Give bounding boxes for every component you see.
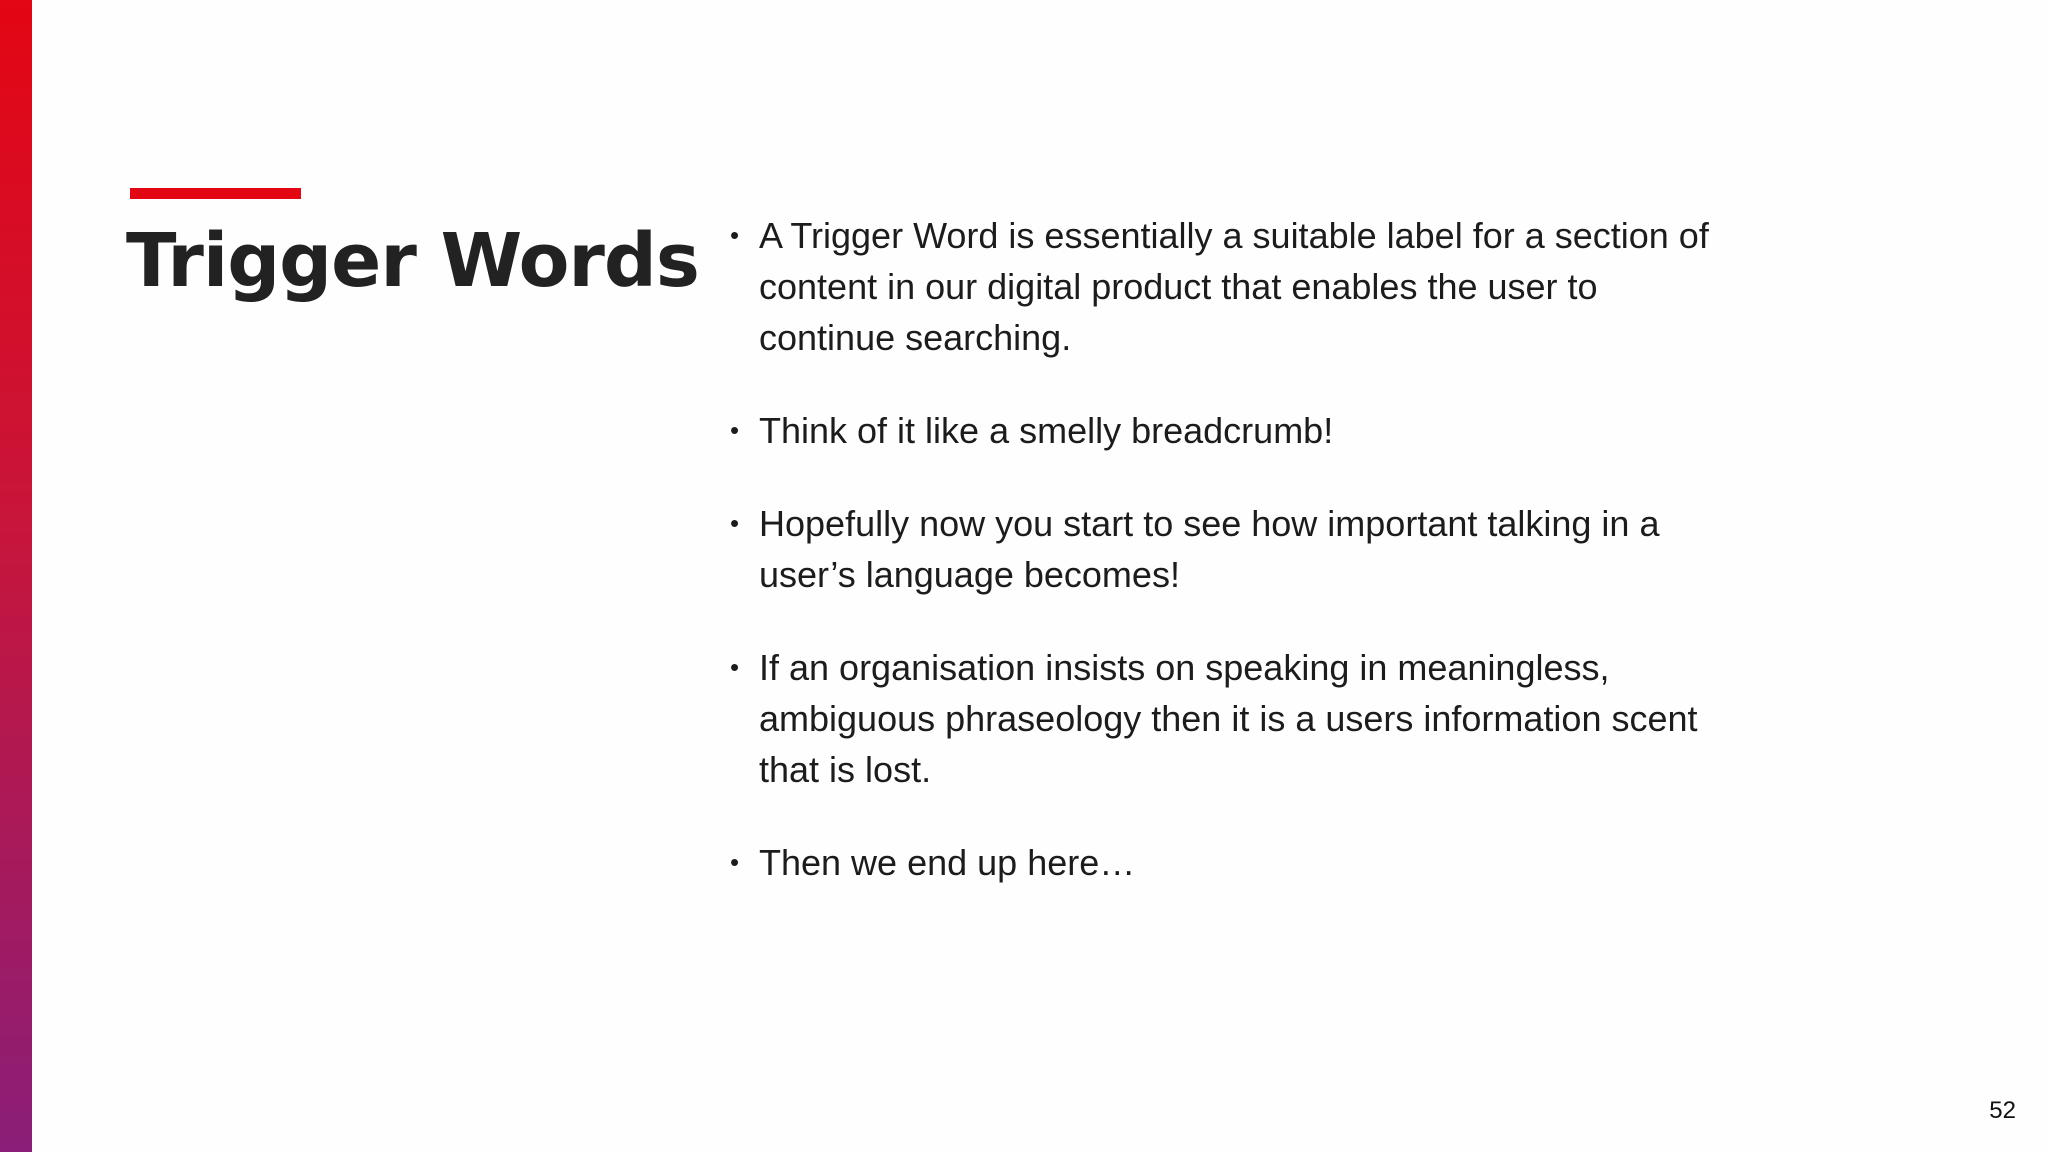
bullet-point-icon: •: [730, 220, 740, 250]
bullet-point-icon: •: [730, 652, 740, 682]
page-number: 52: [1989, 1097, 2016, 1124]
bullet-item: [730, 498, 1740, 600]
bullet-text: Then we end up here…: [759, 842, 1136, 883]
bullet-item: [730, 210, 1740, 363]
bullet-text: Hopefully now you start to see how important talking in a user’s language becomes!: [759, 503, 1660, 595]
slide-title: Trigger Words: [126, 218, 699, 304]
bullet-point-icon: •: [730, 508, 740, 538]
bullet-text: A Trigger Word is essentially a suitable label for a section of content in our digital product that enables the user to continue searching.: [759, 215, 1709, 358]
bullet-item: [730, 405, 1740, 456]
bullet-text: If an organisation insists on speaking in meaningless, ambiguous phraseology then it is a users information scent that is lost.: [759, 647, 1698, 790]
bullet-point-icon: •: [730, 415, 740, 445]
accent-stripe: [0, 0, 32, 1152]
title-rule: [130, 188, 301, 199]
bullet-point-icon: •: [730, 847, 740, 877]
bullet-item: [730, 837, 1740, 888]
bullet-item: [730, 642, 1740, 795]
bullet-text: Think of it like a smelly breadcrumb!: [759, 410, 1334, 451]
bullet-list: [730, 210, 1740, 930]
